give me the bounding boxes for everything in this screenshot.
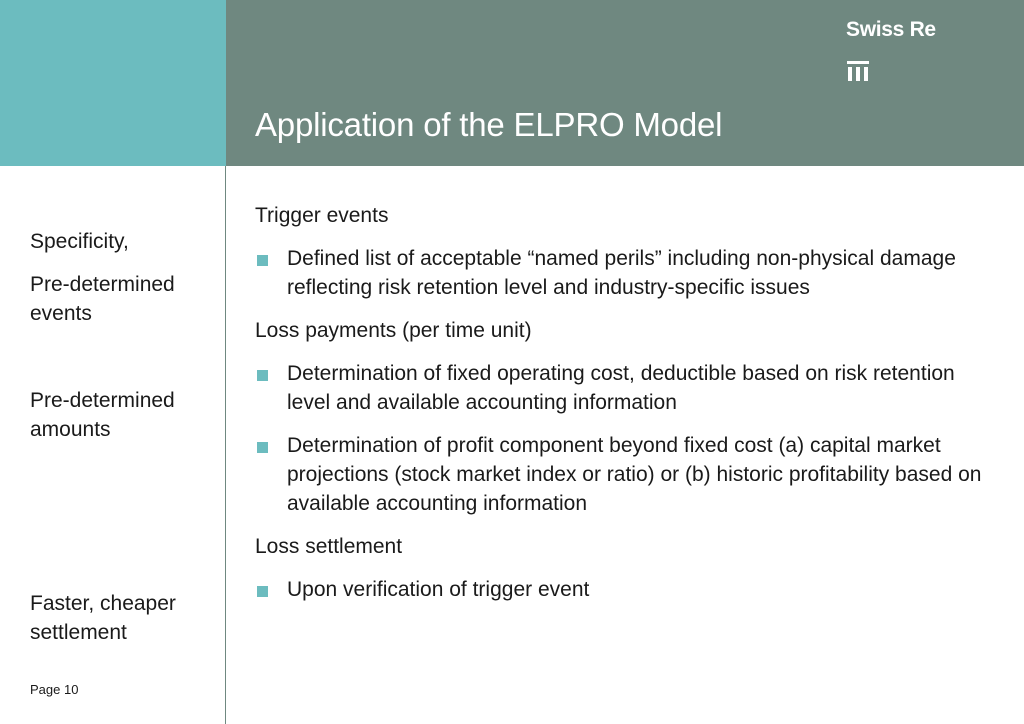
swiss-re-logo-text: Swiss Re (846, 18, 936, 41)
side-label-specificity: Specificity, (30, 230, 129, 253)
page-number: Page 10 (30, 682, 79, 697)
bullet-item (255, 431, 995, 518)
main-content (255, 201, 995, 618)
teal-corner-block (0, 0, 226, 166)
section-heading-trigger-events: Trigger events (255, 204, 389, 227)
bullet-text: Upon verification of trigger event (287, 578, 590, 601)
bullet-text: Determination of fixed operating cost, deductible based on risk retention level and available accounting information (287, 362, 955, 414)
bullet-item (255, 575, 995, 604)
side-label-predetermined-events: Pre-determined events (30, 273, 175, 325)
vertical-divider (225, 166, 226, 724)
bullet-item (255, 359, 995, 417)
swiss-re-logo-icon (847, 61, 869, 81)
side-label-faster-settlement: Faster, cheaper settlement (30, 592, 176, 644)
square-bullet-icon (257, 442, 268, 453)
square-bullet-icon (257, 255, 268, 266)
section-heading-loss-settlement: Loss settlement (255, 535, 403, 558)
bullet-item (255, 244, 995, 302)
square-bullet-icon (257, 370, 268, 381)
side-label-predetermined-amounts: Pre-determined amounts (30, 389, 175, 441)
square-bullet-icon (257, 586, 268, 597)
page-title: Application of the ELPRO Model (255, 106, 723, 143)
section-heading-loss-payments: Loss payments (per time unit) (255, 319, 532, 342)
bullet-text: Determination of profit component beyond fixed cost (a) capital market projections (stock market index or ratio) or (b) historic profitability based on available accounting information (287, 434, 982, 515)
bullet-text: Defined list of acceptable “named perils” including non-physical damage reflecting risk retention level and industry-specific issues (287, 247, 956, 299)
